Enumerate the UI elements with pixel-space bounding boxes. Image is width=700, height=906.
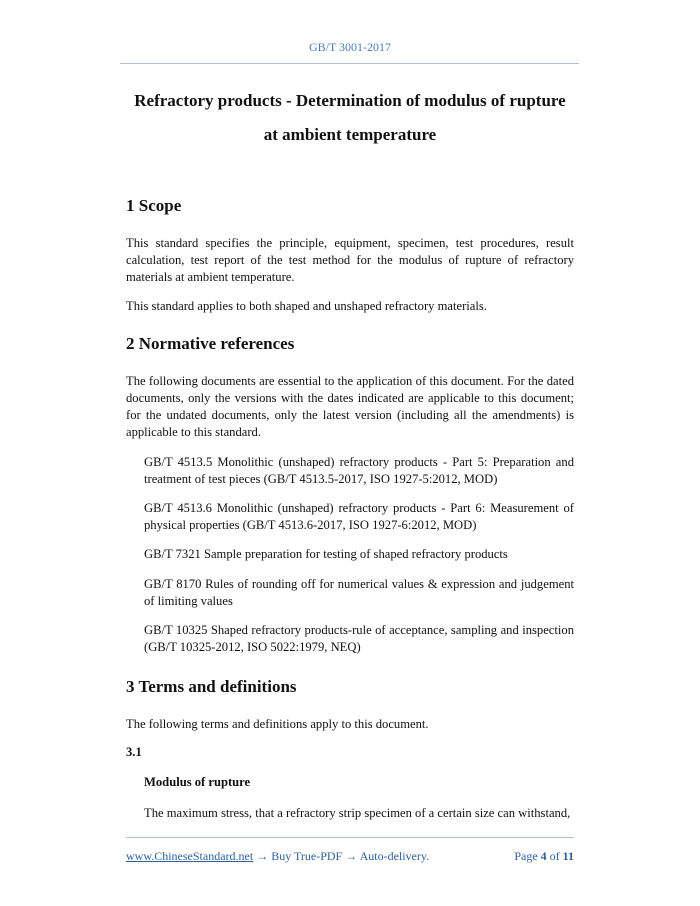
reference-item: GB/T 4513.5 Monolithic (unshaped) refractory products - Part 5: Preparation and treatment of test pieces (GB/T 4513.5-2017, ISO 1927-5:2012, MOD) [144, 455, 574, 486]
page-of: of [549, 849, 560, 863]
page-footer [126, 849, 574, 864]
terms-intro: The following terms and definitions apply to this document. [126, 717, 429, 731]
section-heading-scope: 1 Scope [126, 196, 182, 215]
document-code: GB/T 3001-2017 [308, 40, 392, 54]
page-indicator [514, 849, 574, 864]
term-name: Modulus of rupture [144, 775, 251, 789]
page-current: 4 [540, 849, 547, 863]
website-link[interactable]: www.ChineseStandard.net [126, 849, 254, 863]
reference-item: GB/T 8170 Rules of rounding off for numerical values & expression and judgement of limiting values [144, 577, 574, 608]
title-line-2: at ambient temperature [263, 125, 437, 144]
reference-item: GB/T 7321 Sample preparation for testing of shaped refractory products [144, 547, 508, 561]
reference-item: GB/T 4513.6 Monolithic (unshaped) refractory products - Part 6: Measurement of physical properties (GB/T 4513.6-2017, ISO 1927-6:2012, MOD) [144, 501, 574, 532]
term-number: 3.1 [126, 745, 142, 759]
reference-item: GB/T 10325 Shaped refractory products-rule of acceptance, sampling and inspection (GB/T 10325-2012, ISO 5022:1979, NEQ) [144, 623, 574, 654]
section-heading-terms-definitions: 3 Terms and definitions [126, 677, 297, 696]
footer-tagline: → Buy True-PDF → Auto-delivery. [253, 849, 430, 863]
term-definition: The maximum stress, that a refractory strip specimen of a certain size can withstand, [144, 806, 571, 820]
page-label: Page [514, 849, 538, 863]
page-title [100, 84, 600, 152]
normative-references-intro: The following documents are essential to the application of this document. For the dated documents, only the versions with the dates indicated are applicable to this document; for the undated documents, only the latest version (including all the amendments) is applicable to this standard. [126, 374, 574, 439]
section-heading-normative-references: 2 Normative references [126, 334, 295, 353]
scope-paragraph-2: This standard applies to both shaped and unshaped refractory materials. [126, 299, 487, 313]
page-total: 11 [562, 849, 574, 863]
title-line-1: Refractory products - Determination of modulus of rupture [134, 91, 566, 110]
scope-paragraph-1: This standard specifies the principle, equipment, specimen, test procedures, result calculation, test report of the test method for the modulus of rupture of refractory materials at ambient temperature. [126, 236, 574, 284]
header-divider [120, 63, 579, 64]
footer-divider [126, 837, 574, 838]
